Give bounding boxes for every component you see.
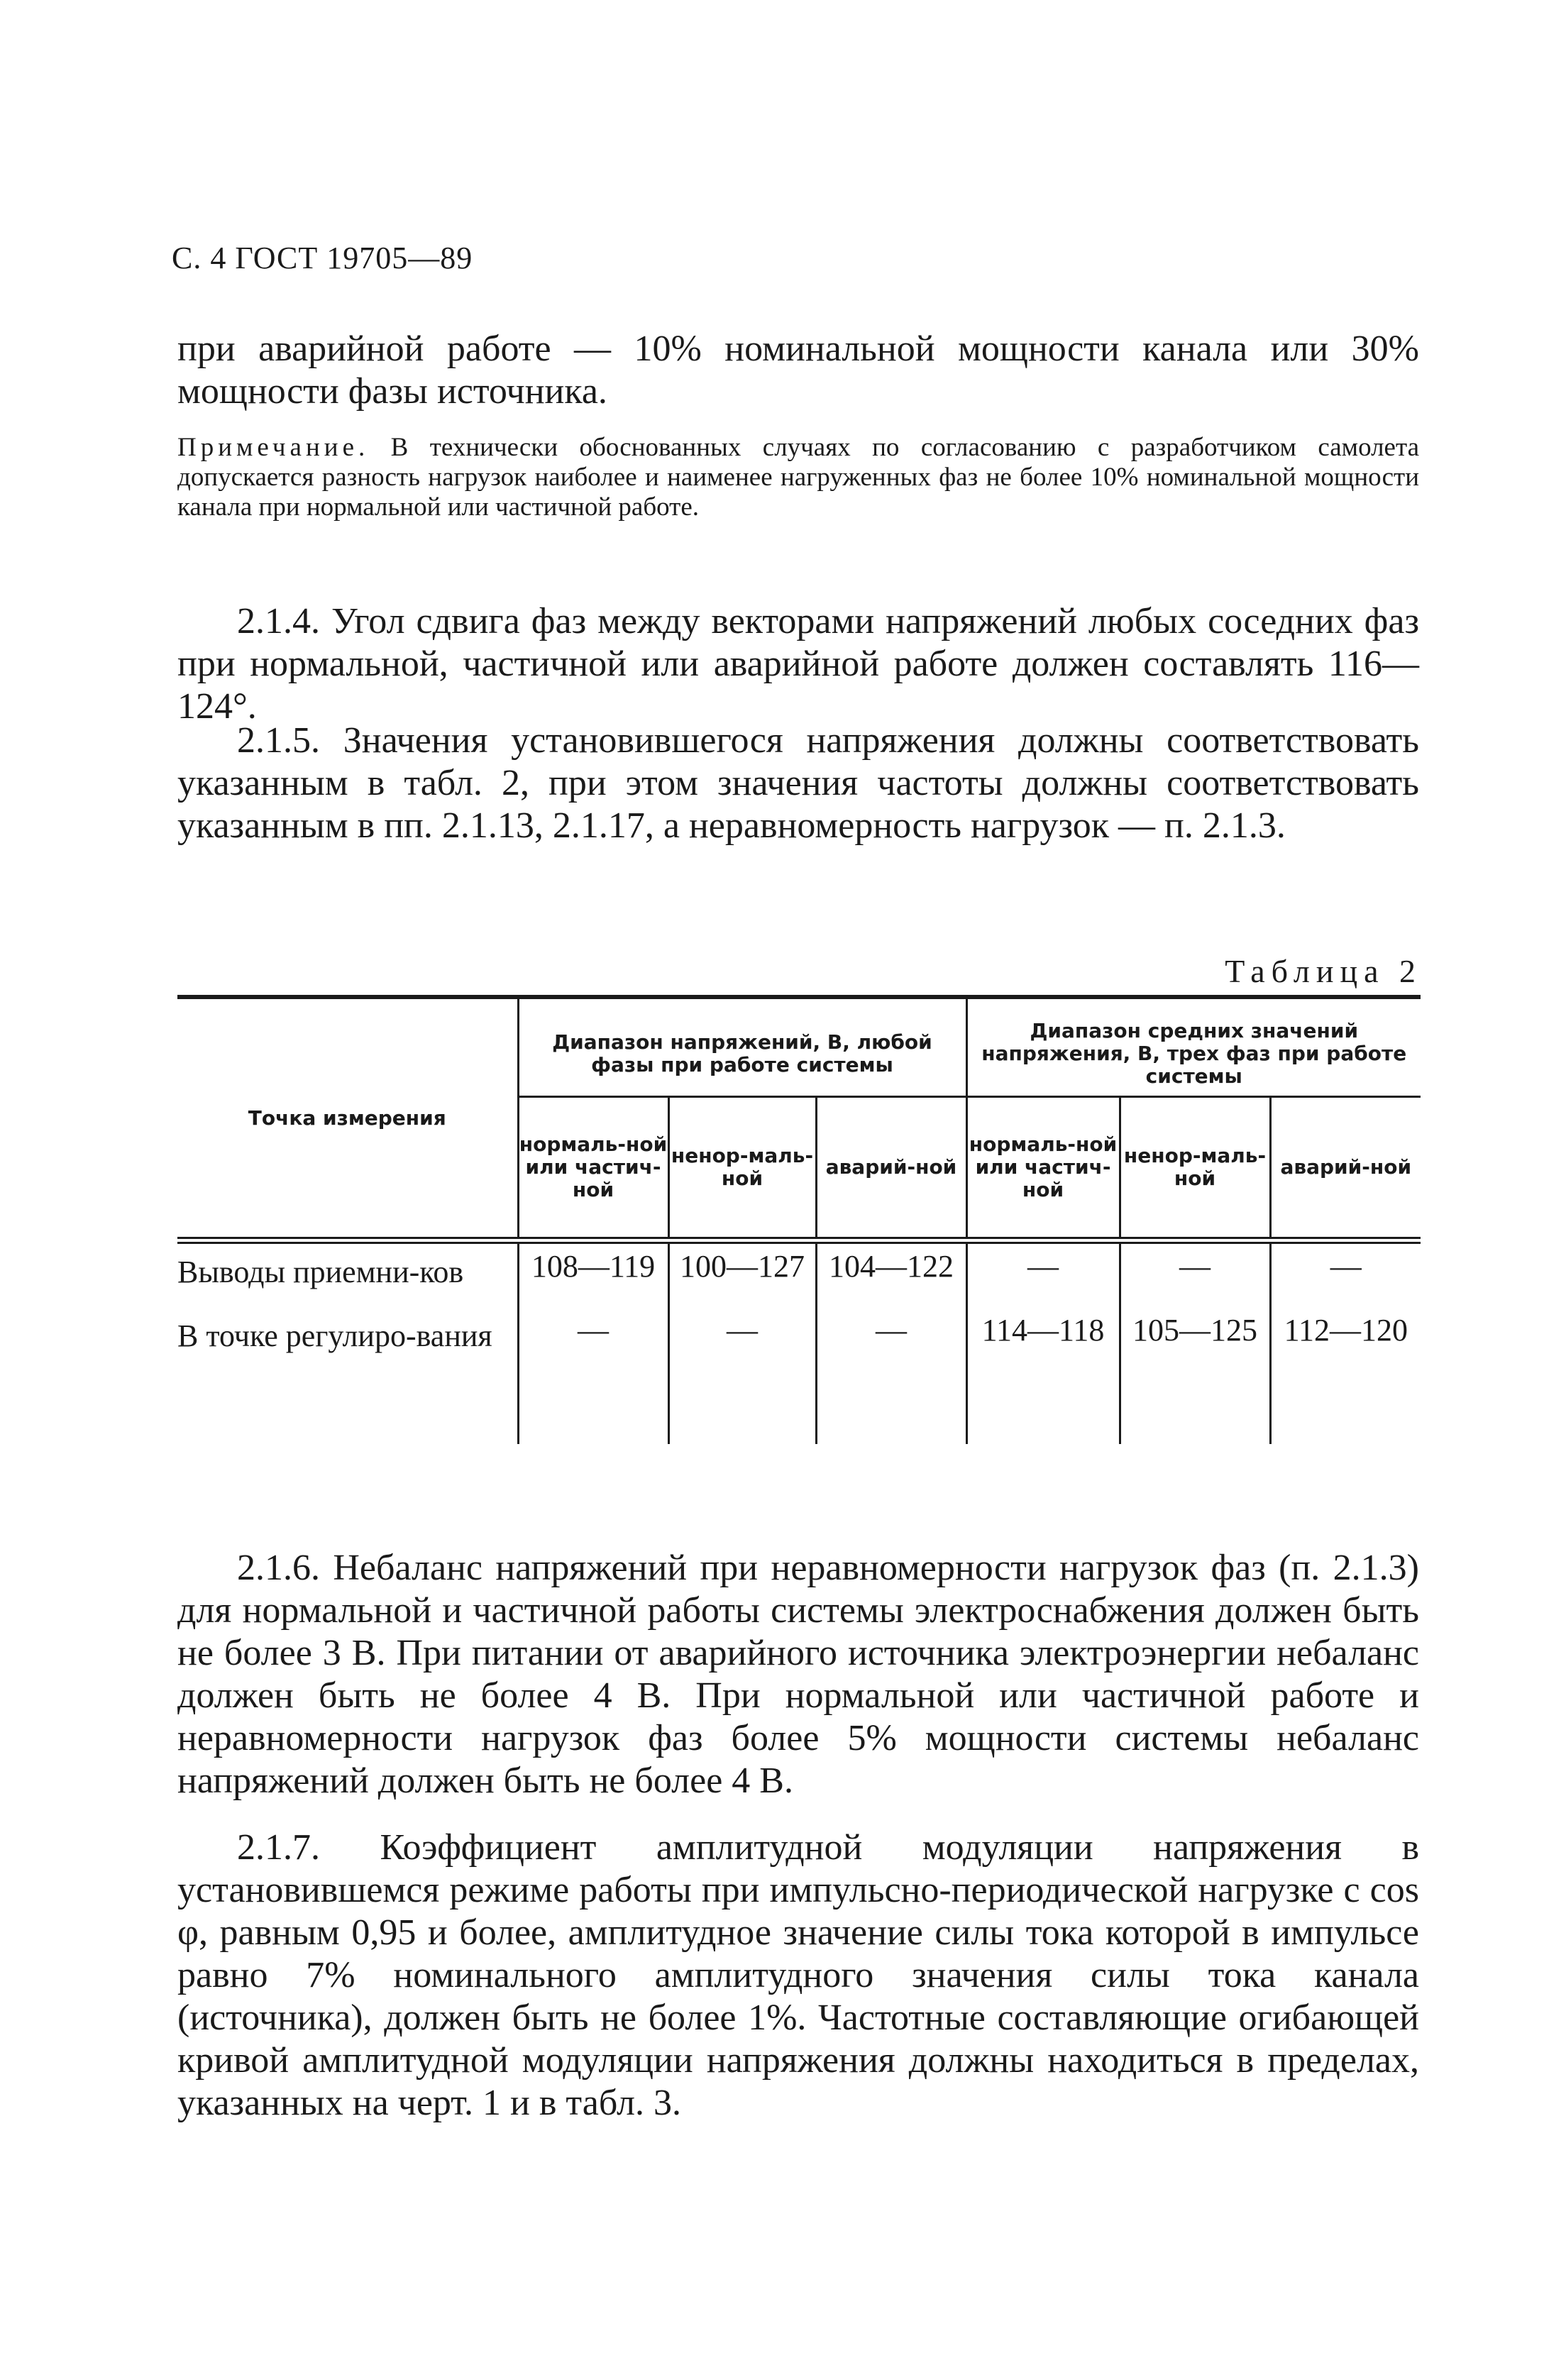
- note-block: [177, 433, 1419, 522]
- cell-value: 108—119: [518, 1240, 668, 1318]
- cell-value: —: [816, 1318, 966, 1444]
- subheader-emergency: аварий-ной: [816, 1097, 966, 1241]
- cell-value: —: [668, 1318, 816, 1444]
- header-mean-voltage-range: Диапазон средних значений напряжения, В, трех фаз при работе системы: [966, 997, 1421, 1097]
- table-caption: Таблица 2: [1225, 953, 1422, 989]
- paragraph-2-1-6: 2.1.6. Небаланс напряжений при неравномерности нагрузок фаз (п. 2.1.3) для нормальной и частичной работы системы электроснабжения должен быть не более 3 В. При питании от аварийного источника электроэнергии небаланс должен быть не более 4 В. При нормальной или частичной работе и неравномерности нагрузок фаз более 5% мощности системы небаланс напряжений должен быть не более 4 В.: [177, 1548, 1419, 1801]
- cell-value: —: [518, 1318, 668, 1444]
- paragraph-continuation: при аварийной работе — 10% номинальной мощности канала или 30% мощности фазы источника.: [177, 329, 1419, 412]
- subheader-normal: нормаль-ной или частич-ной: [518, 1097, 668, 1241]
- cell-value: 100—127: [668, 1240, 816, 1318]
- row-label: В точке регулиро-вания: [177, 1318, 492, 1353]
- page-header: С. 4 ГОСТ 19705—89: [172, 241, 473, 275]
- subheader-normal-mean: нормаль-ной или частич-ной: [966, 1097, 1120, 1241]
- table-2: [177, 995, 1421, 1444]
- cell-value: 104—122: [816, 1240, 966, 1318]
- cell-value: —: [1120, 1240, 1270, 1318]
- subheader-abnormal-mean: ненор-маль-ной: [1120, 1097, 1270, 1241]
- cell-value: 105—125: [1120, 1318, 1270, 1444]
- header-measurement-point: Точка измерения: [177, 997, 518, 1240]
- table-row: [177, 1240, 1421, 1318]
- paragraph-2-1-7: 2.1.7. Коэффициент амплитудной модуляции напряжения в установившемся режиме работы при импульсно-периодической нагрузке с cos φ, равным 0,95 и более, амплитудное значение силы тока которой в импульсе равно 7% номинального амплитудного значения силы тока канала (источника), должен быть не более 1%. Частотные составляющие огибающей кривой амплитудной модуляции напряжения должны находиться в пределах, указанных на черт. 1 и в табл. 3.: [177, 1827, 1419, 2123]
- cell-value: —: [966, 1240, 1120, 1318]
- paragraph-2-1-5: 2.1.5. Значения установившегося напряжения должны соответствовать указанным в табл. 2, при этом значения частоты должны соответствовать указанным в пп. 2.1.13, 2.1.17, а неравномерность нагрузок — п. 2.1.3.: [177, 720, 1419, 846]
- cell-value: 114—118: [966, 1318, 1120, 1444]
- note-text: В технически обоснованных случаях по согласованию с разработчиком самолета допускается разность нагрузок наиболее и наименее нагруженных фаз не более 10% номинальной мощности канала при нормальной или частичной работе.: [177, 433, 1420, 522]
- header-voltage-range-any-phase: Диапазон напряжений, В, любой фазы при работе системы: [518, 997, 966, 1097]
- subheader-abnormal: ненор-маль-ной: [668, 1097, 816, 1241]
- paragraph-2-1-4: 2.1.4. Угол сдвига фаз между векторами напряжений любых соседних фаз при нормальной, частичной или аварийной работе должен составлять 116—124°.: [177, 601, 1419, 727]
- subheader-emergency-mean: аварий-ной: [1270, 1097, 1421, 1241]
- table-row: [177, 1318, 1421, 1444]
- cell-value: 112—120: [1270, 1318, 1421, 1444]
- cell-value: —: [1270, 1240, 1421, 1318]
- note-label: Примечание.: [177, 433, 370, 462]
- row-label: Выводы приемни-ков: [177, 1255, 464, 1289]
